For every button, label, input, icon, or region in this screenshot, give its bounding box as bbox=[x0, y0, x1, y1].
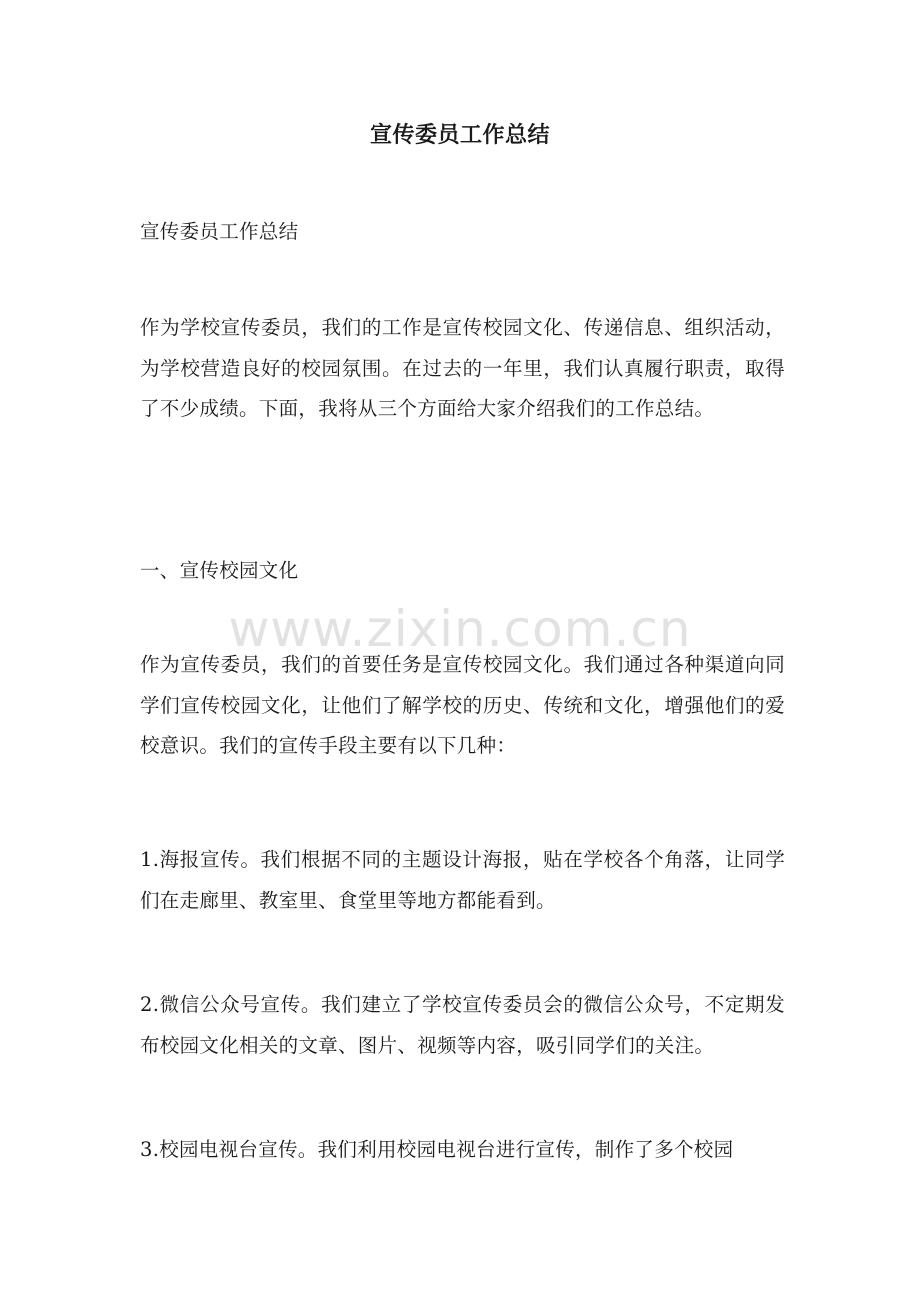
document-subtitle: 宣传委员工作总结 bbox=[140, 220, 299, 243]
watermark: www.zixin.com.cn bbox=[228, 600, 692, 658]
section-1-paragraph: 作为宣传委员，我们的首要任务是宣传校园文化。我们通过各种渠道向同学们宣传校园文化，让他们了解学校的历史、传统和文化，增强他们的爱校意识。我们的宣传手段主要有以下几种： bbox=[140, 653, 785, 757]
list-item-3: 3.校园电视台宣传。我们利用校园电视台进行宣传，制作了多个校园 bbox=[140, 1138, 734, 1161]
intro-paragraph: 作为学校宣传委员，我们的工作是宣传校园文化、传递信息、组织活动，为学校营造良好的校园氛围。在过去的一年里，我们认真履行职责，取得了不少成绩。下面，我将从三个方面给大家介绍我们的工作总结。 bbox=[140, 316, 785, 420]
document-title: 宣传委员工作总结 bbox=[369, 122, 550, 148]
list-item-1: 1.海报宣传。我们根据不同的主题设计海报，贴在学校各个角落，让同学们在走廊里、教室里、食堂里等地方都能看到。 bbox=[140, 848, 785, 912]
section-heading-1: 一、宣传校园文化 bbox=[140, 559, 299, 582]
list-item-2: 2.微信公众号宣传。我们建立了学校宣传委员会的微信公众号，不定期发布校园文化相关的文章、图片、视频等内容，吸引同学们的关注。 bbox=[140, 993, 785, 1057]
